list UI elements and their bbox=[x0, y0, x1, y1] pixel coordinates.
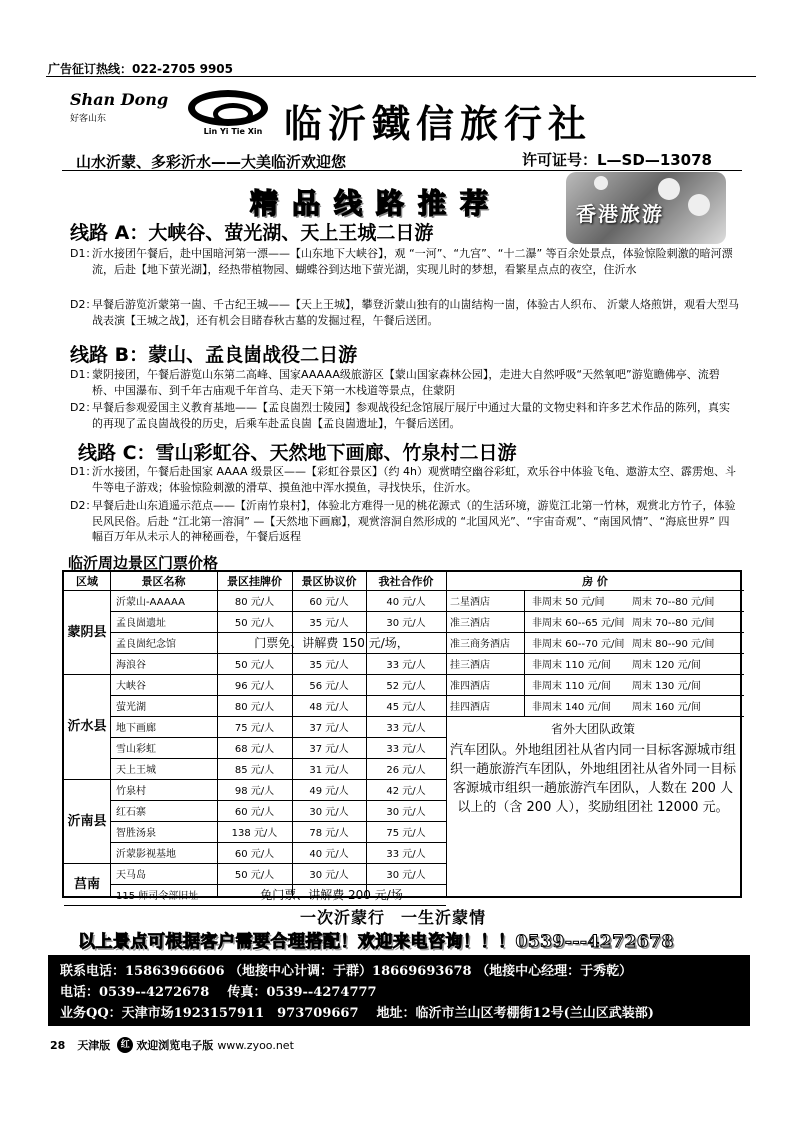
agency-logo-icon bbox=[188, 90, 268, 126]
shandong-logo-subtext: 好客山东 bbox=[70, 114, 107, 124]
list-price: 60 元/人 bbox=[234, 849, 275, 860]
scenic-name: 沂蒙山-AAAAA bbox=[116, 597, 185, 608]
hotel-name: 准三商务酒店 bbox=[450, 639, 510, 650]
motto-part: 一次沂蒙行 bbox=[300, 908, 386, 927]
cooperation-price: 33 元/人 bbox=[386, 744, 426, 755]
hotel-name: 挂四酒店 bbox=[450, 702, 490, 713]
scenic-name: 115 师司令部旧址 bbox=[116, 891, 199, 902]
shandong-logo-text: Shan Dong bbox=[70, 90, 169, 109]
fax-number: 传真：0539--4274777 bbox=[227, 985, 377, 1000]
scenic-name: 竹泉村 bbox=[116, 786, 146, 797]
day-text: 蒙阴接团，午餐后游览山东第二高峰、国家AAAAA级旅游区【蒙山国家森林公园】，走进大自然呼吸“天然氧吧”游览瞻佛亭、流碧桥、中国瀑布、到千年古庙观千年首乌、走天下第一木栈道等景点，住蒙阴 bbox=[92, 368, 720, 397]
cooperation-price: 52 元/人 bbox=[386, 681, 426, 692]
top-rule bbox=[46, 76, 756, 77]
cooperation-price: 30 元/人 bbox=[386, 870, 426, 881]
website-url: www.zyoo.net bbox=[217, 1038, 294, 1052]
table-header: 景区名称 bbox=[141, 575, 186, 588]
scenic-name: 地下画廊 bbox=[116, 723, 156, 734]
decorative-banner-text: 香港旅游 bbox=[576, 202, 664, 226]
list-price: 50 元/人 bbox=[234, 660, 275, 671]
cooperation-price: 33 元/人 bbox=[386, 660, 426, 671]
day-text: 沂水接团，午餐后赴国家 AAAA 级景区——【彩虹谷景区】（约 4h）观赏晴空幽谷彩虹，欢乐谷中体验飞龟、遨游太空、霹雳炮、斗牛等电子游戏；体验惊险刺激的滑草、摸鱼池中浑水摸鱼，寻找快乐，住沂水。 bbox=[92, 465, 736, 494]
hotel-weekday-price: 非周末 60--65 元/间 bbox=[532, 618, 625, 629]
table-header: 房 价 bbox=[582, 575, 608, 588]
table-rule bbox=[524, 590, 525, 716]
route-a-title: 线路 A：大峡谷、萤光湖、天上王城二日游 bbox=[70, 222, 434, 244]
license-number: 许可证号：L—SD—13078 bbox=[522, 151, 712, 169]
agency-logo bbox=[188, 90, 278, 138]
hotel-name: 准四酒店 bbox=[450, 681, 490, 692]
flower-icon bbox=[658, 178, 680, 200]
red-badge-icon: 红 bbox=[117, 1037, 133, 1053]
list-price: 96 元/人 bbox=[234, 681, 275, 692]
agreement-price: 78 元/人 bbox=[309, 828, 349, 839]
motto-part: 一生沂蒙情 bbox=[401, 908, 487, 927]
cooperation-price: 33 元/人 bbox=[386, 723, 426, 734]
table-rule bbox=[366, 572, 367, 896]
hotel-weekday-price: 非周末 50 元/间 bbox=[532, 597, 605, 608]
day-text: 早餐后参观爱国主义教育基地——【孟良崮烈士陵园】参观战役纪念馆展厅展厅中通过大量的文物史料和许多艺术作品的陈列，真实的再现了孟良崮战役的历史，后乘车赴孟良崮【孟良崮遗址】，午餐后送团。 bbox=[92, 401, 730, 430]
day-text: 早餐后赴山东逍遥示范点——【沂南竹泉村】，体验北方难得一见的桃花源式（的生活环境，游览江北第一竹林，观赏北方竹子，体验民风民俗。后赴 “江北第一溶洞” —【天然地下画廊】，观赏溶洞自然形成的 “北国风光”、“宇宙奇观”、“南国风情”、“海底世界” 四幅百万年从未示人的神秘画卷，午餐后返程 bbox=[92, 499, 736, 543]
scenic-name: 红石寨 bbox=[116, 807, 146, 818]
group-policy bbox=[448, 720, 738, 817]
list-price: 68 元/人 bbox=[234, 744, 275, 755]
cooperation-price: 30 元/人 bbox=[386, 618, 426, 629]
page-footer bbox=[50, 1037, 294, 1053]
route-b-title: 线路 B：蒙山、孟良崮战役二日游 bbox=[70, 344, 358, 366]
route-c-title: 线路 C：雪山彩虹谷、天然地下画廊、竹泉村二日游 bbox=[78, 442, 517, 464]
day-tag: D2： bbox=[70, 499, 97, 512]
scenic-name: 沂蒙影视基地 bbox=[116, 849, 176, 860]
group-policy-text: 汽车团队。外地组团社从省内同一目标客源城市组织一趟旅游汽车团队，外地组团社从省外同一目标客源城市组织一趟旅游汽车团队，人数在 200 人以上的（含 200 人），奖励组团社 12000 元。 bbox=[449, 743, 736, 815]
group-policy-title: 省外大团队政策 bbox=[550, 722, 635, 736]
slogan-rule bbox=[62, 170, 742, 171]
scenic-name: 雪山彩虹 bbox=[116, 744, 156, 755]
region-cell: 蒙阴县 bbox=[67, 624, 107, 640]
route-b-day2 bbox=[70, 400, 740, 431]
cooperation-price: 33 元/人 bbox=[386, 849, 426, 860]
cooperation-price: 30 元/人 bbox=[386, 807, 426, 818]
region-cell: 沂南县 bbox=[67, 813, 107, 829]
qq-label: 业务QQ： bbox=[60, 1006, 122, 1021]
list-price: 80 元/人 bbox=[234, 702, 275, 713]
contact-line-tel bbox=[60, 982, 740, 1003]
hotel-weekend-price: 周末 120 元/间 bbox=[632, 660, 701, 671]
scenic-name: 天马岛 bbox=[116, 870, 146, 881]
scenic-name: 孟良崮纪念馆 bbox=[116, 639, 176, 650]
qq-numbers: 天津市场1923157911 973709667 bbox=[121, 1006, 359, 1021]
agreement-price: 40 元/人 bbox=[309, 849, 349, 860]
table-rule bbox=[217, 572, 218, 896]
tel-number: 0539--4272678 bbox=[99, 985, 210, 1000]
agreement-price: 60 元/人 bbox=[309, 597, 349, 608]
hotel-weekday-price: 非周末 110 元/间 bbox=[532, 681, 611, 692]
agreement-price: 35 元/人 bbox=[309, 660, 349, 671]
cooperation-price: 40 元/人 bbox=[386, 597, 426, 608]
hotel-weekend-price: 周末 160 元/间 bbox=[632, 702, 701, 713]
cooperation-price: 26 元/人 bbox=[386, 765, 426, 776]
agreement-price: 37 元/人 bbox=[309, 744, 349, 755]
day-tag: D1： bbox=[70, 247, 97, 260]
route-c-day1 bbox=[70, 464, 740, 495]
list-price: 50 元/人 bbox=[234, 618, 275, 629]
scenic-name: 孟良崮遗址 bbox=[116, 618, 166, 629]
address: 地址：临沂市兰山区考棚街12号(兰山区武装部) bbox=[376, 1006, 654, 1021]
hotel-weekday-price: 非周末 60--70 元/间 bbox=[532, 639, 625, 650]
hotel-name: 挂三酒店 bbox=[450, 660, 490, 671]
table-header: 我社合作价 bbox=[378, 575, 434, 588]
region-cell: 沂水县 bbox=[67, 719, 107, 734]
day-text: 早餐后游览沂蒙第一崮、千古纪王城——【天上王城】，攀登沂蒙山独有的山崮结构一崮，体验古人织布、 沂蒙人烙煎饼，观看大型马战表演【王城之战】，还有机会目睹春秋古墓的发掘过程，午餐后送团。 bbox=[92, 298, 739, 327]
agreement-price: 49 元/人 bbox=[309, 786, 349, 797]
day-tag: D1： bbox=[70, 368, 97, 381]
edition: 天津版 bbox=[77, 1039, 111, 1052]
table-header: 景区挂牌价 bbox=[227, 575, 282, 588]
agreement-price: 37 元/人 bbox=[309, 723, 349, 734]
scenic-name: 海浪谷 bbox=[116, 660, 146, 671]
day-tag: D1： bbox=[70, 465, 97, 478]
hotel-name: 二星酒店 bbox=[450, 597, 490, 608]
agreement-price: 30 元/人 bbox=[309, 870, 349, 881]
agreement-price: 48 元/人 bbox=[309, 702, 349, 713]
merged-price: 门票免、讲解费 150 元/场， bbox=[254, 636, 409, 650]
list-price: 75 元/人 bbox=[234, 723, 275, 734]
contact-phone-label: 联系电话： bbox=[60, 964, 126, 979]
contact-line-phone bbox=[60, 961, 740, 982]
scenic-name: 智胜汤泉 bbox=[116, 828, 156, 839]
day-text: 沂水接团午餐后，赴中国暗河第一漂——【山东地下大峡谷】，观 “一河”、“九宫”、“十二瀑” 等百余处景点，体验惊险刺激的暗河漂流，后赴【地下萤光湖】，经热带植物园、蝴蝶谷到达地下萤光湖，实现儿时的梦想，看繁星点点的夜空，住沂水 bbox=[92, 247, 733, 276]
cooperation-price: 75 元/人 bbox=[386, 828, 426, 839]
motto bbox=[300, 905, 502, 928]
agreement-price: 56 元/人 bbox=[309, 681, 349, 692]
table-header: 区域 bbox=[76, 575, 98, 588]
hotel-weekend-price: 周末 70--80 元/间 bbox=[632, 618, 715, 629]
route-c-day2 bbox=[70, 498, 740, 545]
decorative-banner-image bbox=[566, 172, 726, 244]
contact-line-qq bbox=[60, 1003, 740, 1024]
welcome-text: 欢迎浏览电子版 bbox=[136, 1039, 214, 1052]
hotel-weekend-price: 周末 70--80 元/间 bbox=[632, 597, 715, 608]
route-a-day2 bbox=[70, 297, 740, 328]
route-a-day1 bbox=[70, 246, 740, 277]
consult-banner: 以上景点可根据客户需要合理搭配！欢迎来电咨询！！！0539---4272678 bbox=[78, 932, 674, 952]
hotel-weekend-price: 周末 130 元/间 bbox=[632, 681, 701, 692]
agency-name: 临沂鐵信旅行社 bbox=[284, 101, 593, 146]
hotel-weekday-price: 非周末 110 元/间 bbox=[532, 660, 611, 671]
cooperation-price: 42 元/人 bbox=[386, 786, 426, 797]
cooperation-price: 45 元/人 bbox=[386, 702, 426, 713]
agency-logo-subtitle: Lin Yi Tie Xin bbox=[203, 127, 263, 136]
ticket-price-table bbox=[62, 570, 742, 902]
contact-phone-text: 15863966606 （地接中心计调：于群）18669693678 （地接中心经理：于秀乾） bbox=[125, 964, 633, 979]
table-rule bbox=[446, 716, 744, 717]
table-rule bbox=[292, 572, 293, 896]
hotel-weekday-price: 非周末 140 元/间 bbox=[532, 702, 611, 713]
day-tag: D2： bbox=[70, 298, 97, 311]
agreement-price: 35 元/人 bbox=[309, 618, 349, 629]
list-price: 60 元/人 bbox=[234, 807, 275, 818]
page-number: 28 bbox=[50, 1038, 66, 1052]
day-tag: D2： bbox=[70, 401, 97, 414]
table-rule bbox=[110, 572, 111, 896]
scenic-name: 大峡谷 bbox=[116, 681, 146, 692]
route-b-day1 bbox=[70, 367, 740, 398]
flower-icon bbox=[594, 176, 608, 190]
hotel-weekend-price: 周末 80--90 元/间 bbox=[632, 639, 715, 650]
list-price: 98 元/人 bbox=[234, 786, 275, 797]
ticket-table-title: 临沂周边景区门票价格 bbox=[68, 554, 219, 572]
table-rule bbox=[446, 572, 447, 896]
list-price: 80 元/人 bbox=[234, 597, 275, 608]
agreement-price: 30 元/人 bbox=[309, 807, 349, 818]
slogan: 山水沂蒙、多彩沂水——大美临沂欢迎您 bbox=[76, 153, 347, 171]
shandong-logo bbox=[70, 90, 170, 140]
table-header: 景区协议价 bbox=[301, 575, 357, 588]
flower-icon bbox=[688, 194, 710, 216]
merged-price: 免门票、讲解费 200 元/场 bbox=[260, 888, 403, 902]
scenic-name: 萤光湖 bbox=[116, 702, 146, 713]
list-price: 85 元/人 bbox=[234, 765, 275, 776]
scenic-name: 天上王城 bbox=[116, 765, 156, 776]
agreement-price: 31 元/人 bbox=[309, 765, 349, 776]
recommended-routes-title: 精品线路推荐 bbox=[250, 187, 503, 220]
list-price: 138 元/人 bbox=[231, 828, 278, 839]
tel-label: 电话： bbox=[60, 985, 100, 1000]
list-price: 50 元/人 bbox=[234, 870, 275, 881]
contact-box bbox=[48, 955, 750, 1026]
hotel-name: 准三酒店 bbox=[450, 618, 490, 629]
ad-hotline: 广告征订热线：022-2705 9905 bbox=[48, 62, 234, 76]
region-cell: 莒南 bbox=[73, 876, 100, 892]
